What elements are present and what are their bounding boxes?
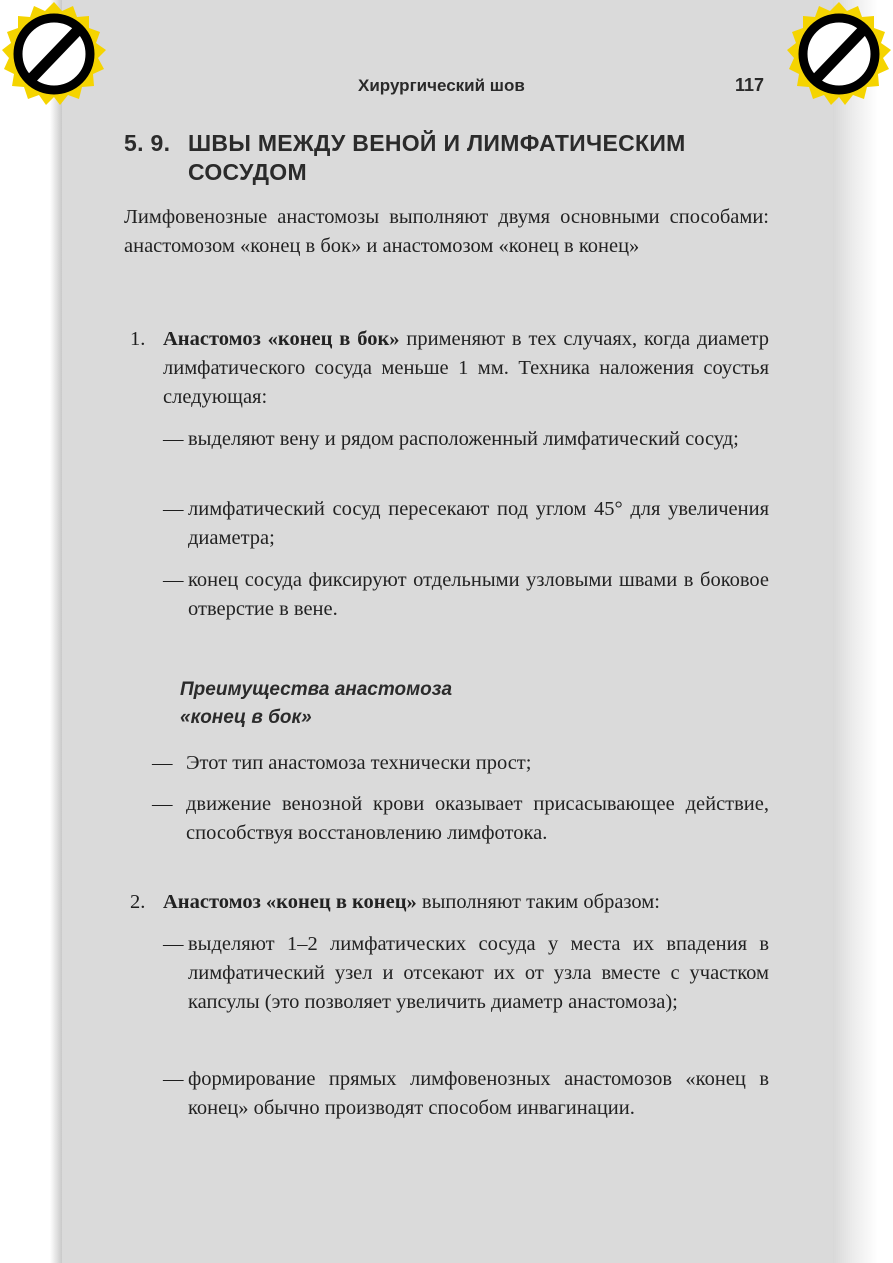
intro-paragraph: Лимфовенозные анастомозы выполняют двумя основными способами: анастомозом «конец в бок» и анастомозом «конец в конец» [124,206,769,257]
dash-marker: — [163,428,184,450]
item-lead: Анастомоз «конец в бок» [163,328,400,350]
section-title-line2: СОСУДОМ [188,159,307,185]
item-paragraph [163,888,769,917]
bullet-item: конец сосуда фиксируют отдельными узловыми швами в боковое отверстие в вене. [188,569,769,620]
page-number: 117 [735,75,765,95]
bullet-item: формирование прямых лимфовенозных анастомозов «конец в конец» обычно производят способом инвагинации. [188,1068,769,1119]
no-entry-sign-icon [2,2,106,106]
dash-marker: — [163,498,184,520]
item-lead: Анастомоз «конец в конец» [163,891,417,913]
section-heading [124,129,744,187]
running-title: Хирургический шов [358,76,525,95]
advantages-heading [180,676,580,732]
dash-marker: — [163,933,184,955]
dash-marker: — [152,793,173,815]
bullet-item: выделяют вену и рядом расположенный лимфатический сосуд; [188,428,739,450]
item-text: применяют в тех случаях, когда диаметр лимфатического сосуда меньше 1 мм. Техника наложения соустья следующая: [163,328,769,408]
section-number: 5. 9. [124,130,171,156]
advantages-title-line2: «конец в бок» [180,707,312,728]
item-number: 2. [130,891,146,913]
bullet-item: Этот тип анастомоза технически прост; [186,752,532,774]
item-number: 1. [130,328,146,350]
scan-margin-left [0,0,70,1263]
no-entry-sign-icon [787,2,891,106]
dash-marker: — [163,1068,184,1090]
bullet-item: движение венозной крови оказывает присасывающее действие, способствуя восстановлению лимфотока. [186,793,769,844]
bullet-item: выделяют 1–2 лимфатических сосуда у места их впадения в лимфатический узел и отсекают их от узла вместе с участком капсулы (это позволяет увеличить диаметр анастомоза); [188,933,769,1013]
advantages-title-line1: Преимущества анастомоза [180,679,453,700]
dash-marker: — [152,752,173,774]
dash-marker: — [163,569,184,591]
scan-margin-right [833,0,893,1263]
section-title-line1: ШВЫ МЕЖДУ ВЕНОЙ И ЛИМФАТИЧЕСКИМ [188,130,686,156]
bullet-item: лимфатический сосуд пересекают под углом 45° для увеличения диаметра; [188,498,769,549]
item-paragraph [163,325,769,412]
item-text: выполняют таким образом: [416,891,660,913]
